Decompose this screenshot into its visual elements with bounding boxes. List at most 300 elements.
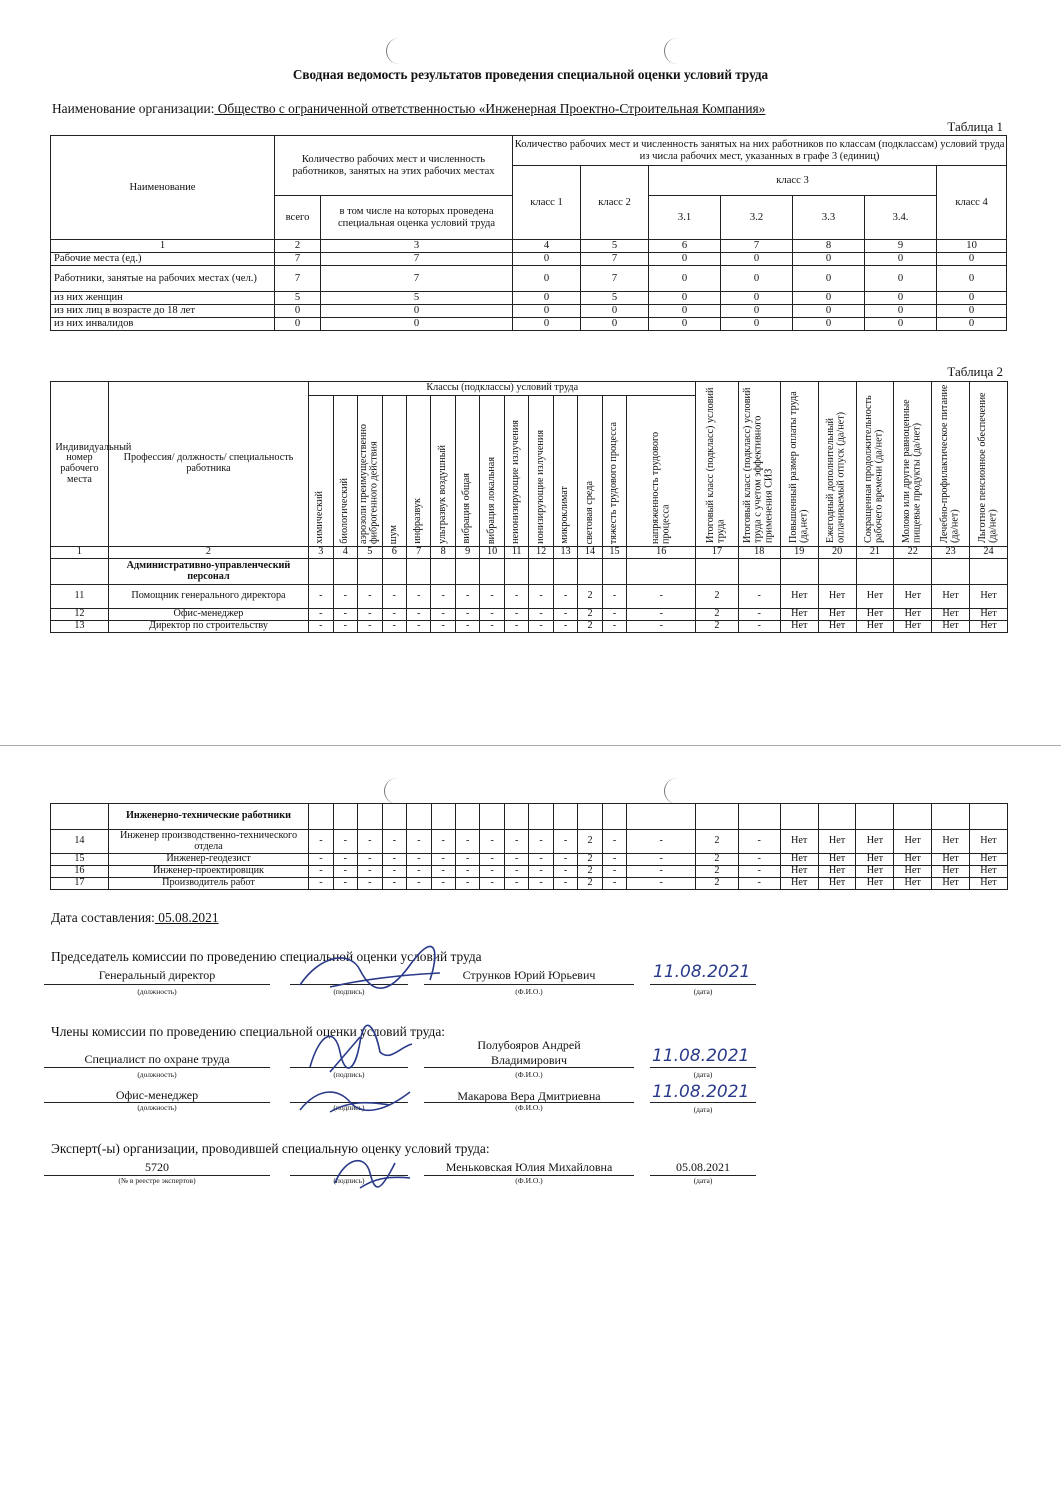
t2-colnum: 1 xyxy=(51,547,109,559)
t2-factor-value: - xyxy=(431,585,455,609)
t2-factor-value: - xyxy=(309,585,333,609)
t2-empty-cell xyxy=(894,804,932,830)
compile-date-line xyxy=(51,910,219,926)
table2-label: Таблица 2 xyxy=(947,364,1003,379)
t2-empty-cell xyxy=(480,559,504,585)
t2-factor-value: - xyxy=(553,878,577,890)
t1-value: 0 xyxy=(275,318,321,331)
t2-empty-cell xyxy=(578,804,602,830)
t2-guarantee-value: Нет xyxy=(932,878,970,890)
t2-empty-cell xyxy=(818,804,856,830)
t2-final-class-siz: - xyxy=(738,866,780,878)
organization-name: Общество с ограниченной ответственностью «Инженерная Проектно-Строительная Компания» xyxy=(214,101,766,116)
t1-value: 0 xyxy=(581,305,649,318)
t2-empty-cell xyxy=(602,559,626,585)
t2-header-factor-text: инфразвук xyxy=(412,498,424,544)
t1-value: 0 xyxy=(937,292,1007,305)
t2-factor-value: - xyxy=(382,830,406,854)
caption-fio: (Ф.И.О.) xyxy=(515,1103,543,1112)
t2-header-factor-wrap xyxy=(506,396,527,546)
t2-colnum: 23 xyxy=(932,547,970,559)
t2-empty-cell xyxy=(455,804,479,830)
t2-factor-value: 2 xyxy=(578,609,602,621)
t1-value: 0 xyxy=(793,266,865,292)
t2-header-factor-wrap xyxy=(481,396,502,546)
t2-guarantee-value: Нет xyxy=(818,854,856,866)
t2-final-class: 2 xyxy=(696,585,738,609)
t2-row xyxy=(51,621,1008,633)
t2-factor-value: - xyxy=(358,621,382,633)
t1-value: 0 xyxy=(793,318,865,331)
t2-row xyxy=(51,866,1008,878)
t2-factor-value: - xyxy=(504,854,528,866)
t2-colnum: 16 xyxy=(627,547,696,559)
chair-position: Генеральный директор xyxy=(98,968,216,982)
t2-header-factor-wrap xyxy=(432,396,453,546)
t2-row xyxy=(51,609,1008,621)
t1-value: 0 xyxy=(321,318,513,331)
line xyxy=(650,1102,756,1103)
line xyxy=(650,1067,756,1068)
t2-guarantee-value: Нет xyxy=(932,854,970,866)
t2-factor-value: - xyxy=(480,866,504,878)
t2-empty-cell xyxy=(738,559,780,585)
t2-guarantee-value: Нет xyxy=(818,585,856,609)
t2-guarantee-value: Нет xyxy=(969,878,1007,890)
t2-factor-value: - xyxy=(504,878,528,890)
summary-table xyxy=(50,135,1007,331)
t2-guarantee-value: Нет xyxy=(894,830,932,854)
t2-factor-value: - xyxy=(602,878,626,890)
member1-signature-icon xyxy=(300,1022,420,1078)
t2-factor-value: - xyxy=(455,878,479,890)
caption-position: (должность) xyxy=(137,1070,177,1079)
t2-empty-cell xyxy=(333,804,357,830)
t1-value: 0 xyxy=(937,318,1007,331)
t2-empty-cell xyxy=(738,804,780,830)
t2-header-id xyxy=(51,382,132,547)
t1-value: 0 xyxy=(649,318,721,331)
t2-colnum: 20 xyxy=(818,547,856,559)
t2-factor-value: - xyxy=(627,830,696,854)
t2-header-factor xyxy=(333,396,357,547)
t2-colnum: 11 xyxy=(504,547,528,559)
t2-colnum: 18 xyxy=(738,547,780,559)
t1-value: 0 xyxy=(793,305,865,318)
t1-value: 0 xyxy=(721,266,793,292)
t1-value: 0 xyxy=(721,305,793,318)
t2-empty-cell xyxy=(529,804,553,830)
t1-header-sub: 3.1 xyxy=(649,196,721,240)
t2-final-class: 2 xyxy=(696,854,738,866)
t2-factor-value: - xyxy=(627,878,696,890)
t2-factor-value: - xyxy=(309,866,333,878)
t2-factor-value: - xyxy=(553,854,577,866)
t1-header-sub: 3.2 xyxy=(721,196,793,240)
t2-guarantee-value: Нет xyxy=(894,854,932,866)
member1-date: 11.08.2021 xyxy=(652,1046,750,1066)
t2-factor-value: - xyxy=(358,585,382,609)
t2-empty-cell xyxy=(309,559,333,585)
t2-colnum: 7 xyxy=(406,547,430,559)
t2-header-factor xyxy=(480,396,504,547)
t2-factor-value: - xyxy=(358,866,382,878)
t1-value: 0 xyxy=(321,305,513,318)
t1-value: 0 xyxy=(649,292,721,305)
expert-date: 05.08.2021 xyxy=(676,1160,730,1174)
t2-header-factor-text: тяжесть трудового процесса xyxy=(608,421,620,544)
t2-header-factor xyxy=(553,396,577,547)
t2-factor-value: - xyxy=(627,866,696,878)
t2-row-name: Офис-менеджер xyxy=(108,609,308,621)
t2-factor-value: - xyxy=(480,854,504,866)
t1-value: 5 xyxy=(275,292,321,305)
t2-factor-value: - xyxy=(382,866,406,878)
t2-section-title: Административно-управленческий персонал xyxy=(108,559,308,585)
t2-row-id: 15 xyxy=(51,854,109,866)
t2-factor-value: - xyxy=(309,830,333,854)
t2-empty-cell xyxy=(504,804,528,830)
t2-header-extra-text: Сокращенная продолжительность рабочего времени (да/нет) xyxy=(863,395,885,543)
t2-guarantee-value: Нет xyxy=(894,621,932,633)
t2-factor-value: - xyxy=(504,585,528,609)
t2-header-factor-wrap xyxy=(530,396,551,546)
t2-guarantee-value: Нет xyxy=(780,621,818,633)
t1-header-name: Наименование xyxy=(51,136,275,240)
t2-header-factor-wrap xyxy=(408,396,429,546)
member1-position: Специалист по охране труда xyxy=(84,1052,230,1066)
t2-guarantee-value: Нет xyxy=(894,609,932,621)
t2-row xyxy=(51,830,1008,854)
t2-final-class: 2 xyxy=(696,866,738,878)
caption-reg: (№ в реестре экспертов) xyxy=(118,1176,196,1185)
t2-header-factor-text: ультразвук воздушный xyxy=(436,445,448,544)
t2-empty-cell xyxy=(407,804,431,830)
punch-mark xyxy=(664,778,679,804)
t2-guarantee-value: Нет xyxy=(780,854,818,866)
caption-date: (дата) xyxy=(693,987,713,996)
workplace-table-continued xyxy=(50,803,1008,890)
t2-header-factor-wrap xyxy=(579,396,600,546)
caption-signature: (подпись) xyxy=(333,1070,365,1079)
t2-empty-cell xyxy=(382,559,406,585)
t2-colnum: 22 xyxy=(894,547,932,559)
t2-empty-cell xyxy=(504,559,528,585)
t1-row-name: Рабочие места (ед.) xyxy=(51,253,275,266)
t2-factor-value: - xyxy=(431,866,455,878)
t2-empty-cell xyxy=(431,804,455,830)
t2-factor-value: - xyxy=(333,621,357,633)
t2-header-classes: Классы (подклассы) условий труда xyxy=(309,382,696,396)
member1-name-line2: Владимирович xyxy=(491,1053,567,1067)
t2-factor-value: 2 xyxy=(578,854,602,866)
caption-date: (дата) xyxy=(693,1176,713,1185)
t2-empty-cell xyxy=(51,804,109,830)
line xyxy=(44,984,270,985)
t2-factor-value: 2 xyxy=(578,878,602,890)
t2-guarantee-value: Нет xyxy=(856,854,894,866)
t2-empty-cell xyxy=(856,559,894,585)
t1-value: 0 xyxy=(513,305,581,318)
t2-colnum: 14 xyxy=(578,547,602,559)
t1-value: 0 xyxy=(513,266,581,292)
t1-value: 0 xyxy=(581,318,649,331)
caption-date: (дата) xyxy=(693,1070,713,1079)
t2-factor-value: - xyxy=(602,621,626,633)
t2-factor-value: - xyxy=(602,854,626,866)
t2-guarantee-value: Нет xyxy=(894,585,932,609)
t1-value: 0 xyxy=(721,253,793,266)
expert-name: Меньковская Юлия Михайловна xyxy=(445,1160,613,1174)
t2-section-row xyxy=(51,804,1008,830)
t2-factor-value: - xyxy=(529,878,553,890)
t1-colnum: 7 xyxy=(721,240,793,253)
t2-guarantee-value: Нет xyxy=(969,830,1007,854)
t1-colnum: 10 xyxy=(937,240,1007,253)
t2-factor-value: - xyxy=(553,609,577,621)
t2-factor-value: - xyxy=(406,621,430,633)
t2-row-id: 12 xyxy=(51,609,109,621)
t2-header-factor-wrap xyxy=(555,396,576,546)
t2-colnum: 10 xyxy=(480,547,504,559)
t2-final-class: 2 xyxy=(696,878,738,890)
t2-header-factor-text: биологический xyxy=(338,478,350,544)
t2-factor-value: - xyxy=(333,866,357,878)
t2-empty-cell xyxy=(627,559,696,585)
t1-value: 0 xyxy=(721,318,793,331)
t2-factor-value: - xyxy=(407,830,431,854)
t2-header-factor-wrap xyxy=(359,396,380,546)
t1-header-count: Количество рабочих мест и численность работников, занятых на этих рабочих местах xyxy=(275,136,513,196)
t2-guarantee-value: Нет xyxy=(780,609,818,621)
t2-header-factor-text: химический xyxy=(314,491,326,544)
t2-guarantee-value: Нет xyxy=(856,878,894,890)
t2-header-factor-text: вибрация локальная xyxy=(485,456,497,544)
chair-signature-icon xyxy=(290,945,450,1005)
t2-header-factor-text: световая среда xyxy=(583,480,595,544)
t2-section-row xyxy=(51,559,1008,585)
t2-header-factor-text: аэрозоли преимущественно фиброгенного действия xyxy=(358,423,380,544)
t2-factor-value: - xyxy=(455,830,479,854)
t2-empty-cell xyxy=(696,804,738,830)
t2-guarantee-value: Нет xyxy=(780,878,818,890)
t2-header-factor-text: ионизирующие излучения xyxy=(534,430,546,544)
t2-factor-value: - xyxy=(333,609,357,621)
t1-value: 0 xyxy=(865,266,937,292)
t1-value: 0 xyxy=(865,305,937,318)
t2-row-id: 14 xyxy=(51,830,109,854)
t1-value: 0 xyxy=(649,305,721,318)
t2-header-factor xyxy=(406,396,430,547)
t1-value: 7 xyxy=(275,266,321,292)
t2-empty-cell xyxy=(780,804,818,830)
t1-colnum: 2 xyxy=(275,240,321,253)
t2-factor-value: - xyxy=(333,854,357,866)
t2-factor-value: - xyxy=(407,878,431,890)
caption-fio: (Ф.И.О.) xyxy=(515,1070,543,1079)
t2-header-factor xyxy=(309,396,333,547)
t2-section-title: Инженерно-технические работники xyxy=(108,804,308,830)
line xyxy=(650,984,756,985)
t2-factor-value: - xyxy=(529,854,553,866)
t2-empty-cell xyxy=(780,559,818,585)
t2-factor-value: - xyxy=(455,866,479,878)
caption-signature: (подпись) xyxy=(333,1176,365,1185)
t1-colnum: 6 xyxy=(649,240,721,253)
t2-final-class-siz: - xyxy=(738,621,780,633)
t2-row-name: Производитель работ xyxy=(108,878,308,890)
t2-header-factor xyxy=(504,396,528,547)
t2-empty-cell xyxy=(358,559,382,585)
t2-factor-value: - xyxy=(406,609,430,621)
t2-factor-value: 2 xyxy=(578,585,602,609)
t1-value: 0 xyxy=(937,305,1007,318)
t1-value: 0 xyxy=(937,266,1007,292)
t2-final-class-siz: - xyxy=(738,878,780,890)
t2-colnum: 6 xyxy=(382,547,406,559)
t1-value: 0 xyxy=(275,305,321,318)
t2-factor-value: - xyxy=(553,830,577,854)
t2-guarantee-value: Нет xyxy=(894,878,932,890)
punch-mark xyxy=(384,778,399,804)
t2-header-extra xyxy=(818,382,856,547)
t1-value: 7 xyxy=(581,253,649,266)
organization-line xyxy=(52,101,765,117)
t2-colnum: 19 xyxy=(780,547,818,559)
t1-row xyxy=(51,266,1007,292)
t2-header-factor-text: шум xyxy=(387,524,399,544)
t1-colnum: 4 xyxy=(513,240,581,253)
t2-factor-value: - xyxy=(480,830,504,854)
t2-empty-cell xyxy=(696,559,738,585)
t2-factor-value: - xyxy=(602,830,626,854)
t2-factor-value: - xyxy=(504,830,528,854)
t1-value: 7 xyxy=(321,253,513,266)
t2-final-class-siz: - xyxy=(738,854,780,866)
t2-empty-cell xyxy=(969,804,1007,830)
t2-colnum: 12 xyxy=(529,547,553,559)
t2-guarantee-value: Нет xyxy=(818,621,856,633)
t2-factor-value: - xyxy=(455,854,479,866)
t2-header-factor-text: напряженность трудового процесса xyxy=(649,431,672,544)
t2-factor-value: - xyxy=(504,621,528,633)
t2-guarantee-value: Нет xyxy=(894,866,932,878)
t2-factor-value: - xyxy=(358,609,382,621)
t1-header-sub: 3.3 xyxy=(793,196,865,240)
t1-value: 0 xyxy=(513,253,581,266)
t2-header-factor xyxy=(602,396,626,547)
t2-factor-value: - xyxy=(309,878,333,890)
t2-guarantee-value: Нет xyxy=(970,585,1008,609)
t2-factor-value: - xyxy=(480,621,504,633)
t1-row xyxy=(51,253,1007,266)
t2-factor-value: - xyxy=(407,866,431,878)
t2-colnum: 24 xyxy=(970,547,1008,559)
t2-guarantee-value: Нет xyxy=(818,830,856,854)
t2-header-extra xyxy=(932,382,970,547)
member2-signature-icon xyxy=(290,1080,420,1120)
t2-header-extra-text: Повышенный размер оплаты труда (да,нет) xyxy=(787,391,810,543)
t2-empty-cell xyxy=(382,804,406,830)
caption-signature: (подпись) xyxy=(333,987,365,996)
document-title: Сводная ведомость результатов проведения специальной оценки условий труда xyxy=(292,67,769,82)
t2-row xyxy=(51,585,1008,609)
t2-factor-value: - xyxy=(627,621,696,633)
t2-factor-value: - xyxy=(480,609,504,621)
t2-empty-cell xyxy=(51,559,109,585)
t2-row xyxy=(51,878,1008,890)
t2-colnum: 17 xyxy=(696,547,738,559)
t2-factor-value: - xyxy=(382,585,406,609)
t2-factor-value: 2 xyxy=(578,621,602,633)
t2-header-factor-wrap xyxy=(335,396,356,546)
t2-empty-cell xyxy=(333,559,357,585)
t2-factor-value: - xyxy=(627,854,696,866)
t1-row-name: из них лиц в возрасте до 18 лет xyxy=(51,305,275,318)
caption-position: (должность) xyxy=(137,1103,177,1112)
t2-factor-value: - xyxy=(382,609,406,621)
t2-header-factor-wrap xyxy=(628,396,694,546)
t2-factor-value: - xyxy=(431,609,455,621)
t1-value: 5 xyxy=(581,292,649,305)
t2-factor-value: - xyxy=(431,621,455,633)
t2-factor-value: - xyxy=(431,854,455,866)
t2-factor-value: - xyxy=(529,866,553,878)
t2-guarantee-value: Нет xyxy=(969,854,1007,866)
t2-row-name: Инженер-геодезист xyxy=(108,854,308,866)
t1-value: 0 xyxy=(649,266,721,292)
member1-name-line1: Полубояров Андрей xyxy=(477,1038,581,1052)
t2-colnum: 9 xyxy=(455,547,479,559)
t1-colnum: 5 xyxy=(581,240,649,253)
t1-row xyxy=(51,292,1007,305)
t2-header-factor xyxy=(455,396,479,547)
page-separator xyxy=(0,745,1061,746)
caption-signature: (подпись) xyxy=(333,1103,365,1112)
t1-value: 0 xyxy=(721,292,793,305)
t2-factor-value: - xyxy=(627,609,696,621)
line xyxy=(44,1067,270,1068)
t1-row-name: Работники, занятые на рабочих местах (чел.) xyxy=(51,266,275,292)
t1-row-name: из них инвалидов xyxy=(51,318,275,331)
t2-factor-value: - xyxy=(455,585,479,609)
t1-value: 5 xyxy=(321,292,513,305)
t2-header-factor xyxy=(627,396,696,547)
table1-label: Таблица 1 xyxy=(947,119,1003,134)
expert-reg: 5720 xyxy=(145,1160,169,1174)
t1-header-total: всего xyxy=(275,196,321,240)
member1-name xyxy=(424,1038,634,1068)
expert-heading: Эксперт(-ы) организации, проводившей специальную оценку условий труда: xyxy=(51,1141,490,1156)
t1-row xyxy=(51,305,1007,318)
t1-value: 0 xyxy=(513,318,581,331)
t2-factor-value: - xyxy=(480,585,504,609)
t2-final-class: 2 xyxy=(696,830,738,854)
t2-header-extra-text: Лечебно-профилактическое питание (да/нет) xyxy=(938,384,961,543)
t2-factor-value: - xyxy=(504,866,528,878)
t2-guarantee-value: Нет xyxy=(970,621,1008,633)
t2-colnum: 2 xyxy=(108,547,308,559)
t2-guarantee-value: Нет xyxy=(932,585,970,609)
t2-colnum: 3 xyxy=(309,547,333,559)
caption-position: (должность) xyxy=(137,987,177,996)
t2-row-name: Инженер-проектировщик xyxy=(108,866,308,878)
t2-header-extra xyxy=(970,382,1008,547)
t1-header-sub: 3.4. xyxy=(865,196,937,240)
t2-guarantee-value: Нет xyxy=(932,830,970,854)
caption-fio: (Ф.И.О.) xyxy=(515,1176,543,1185)
t1-value: 7 xyxy=(581,266,649,292)
